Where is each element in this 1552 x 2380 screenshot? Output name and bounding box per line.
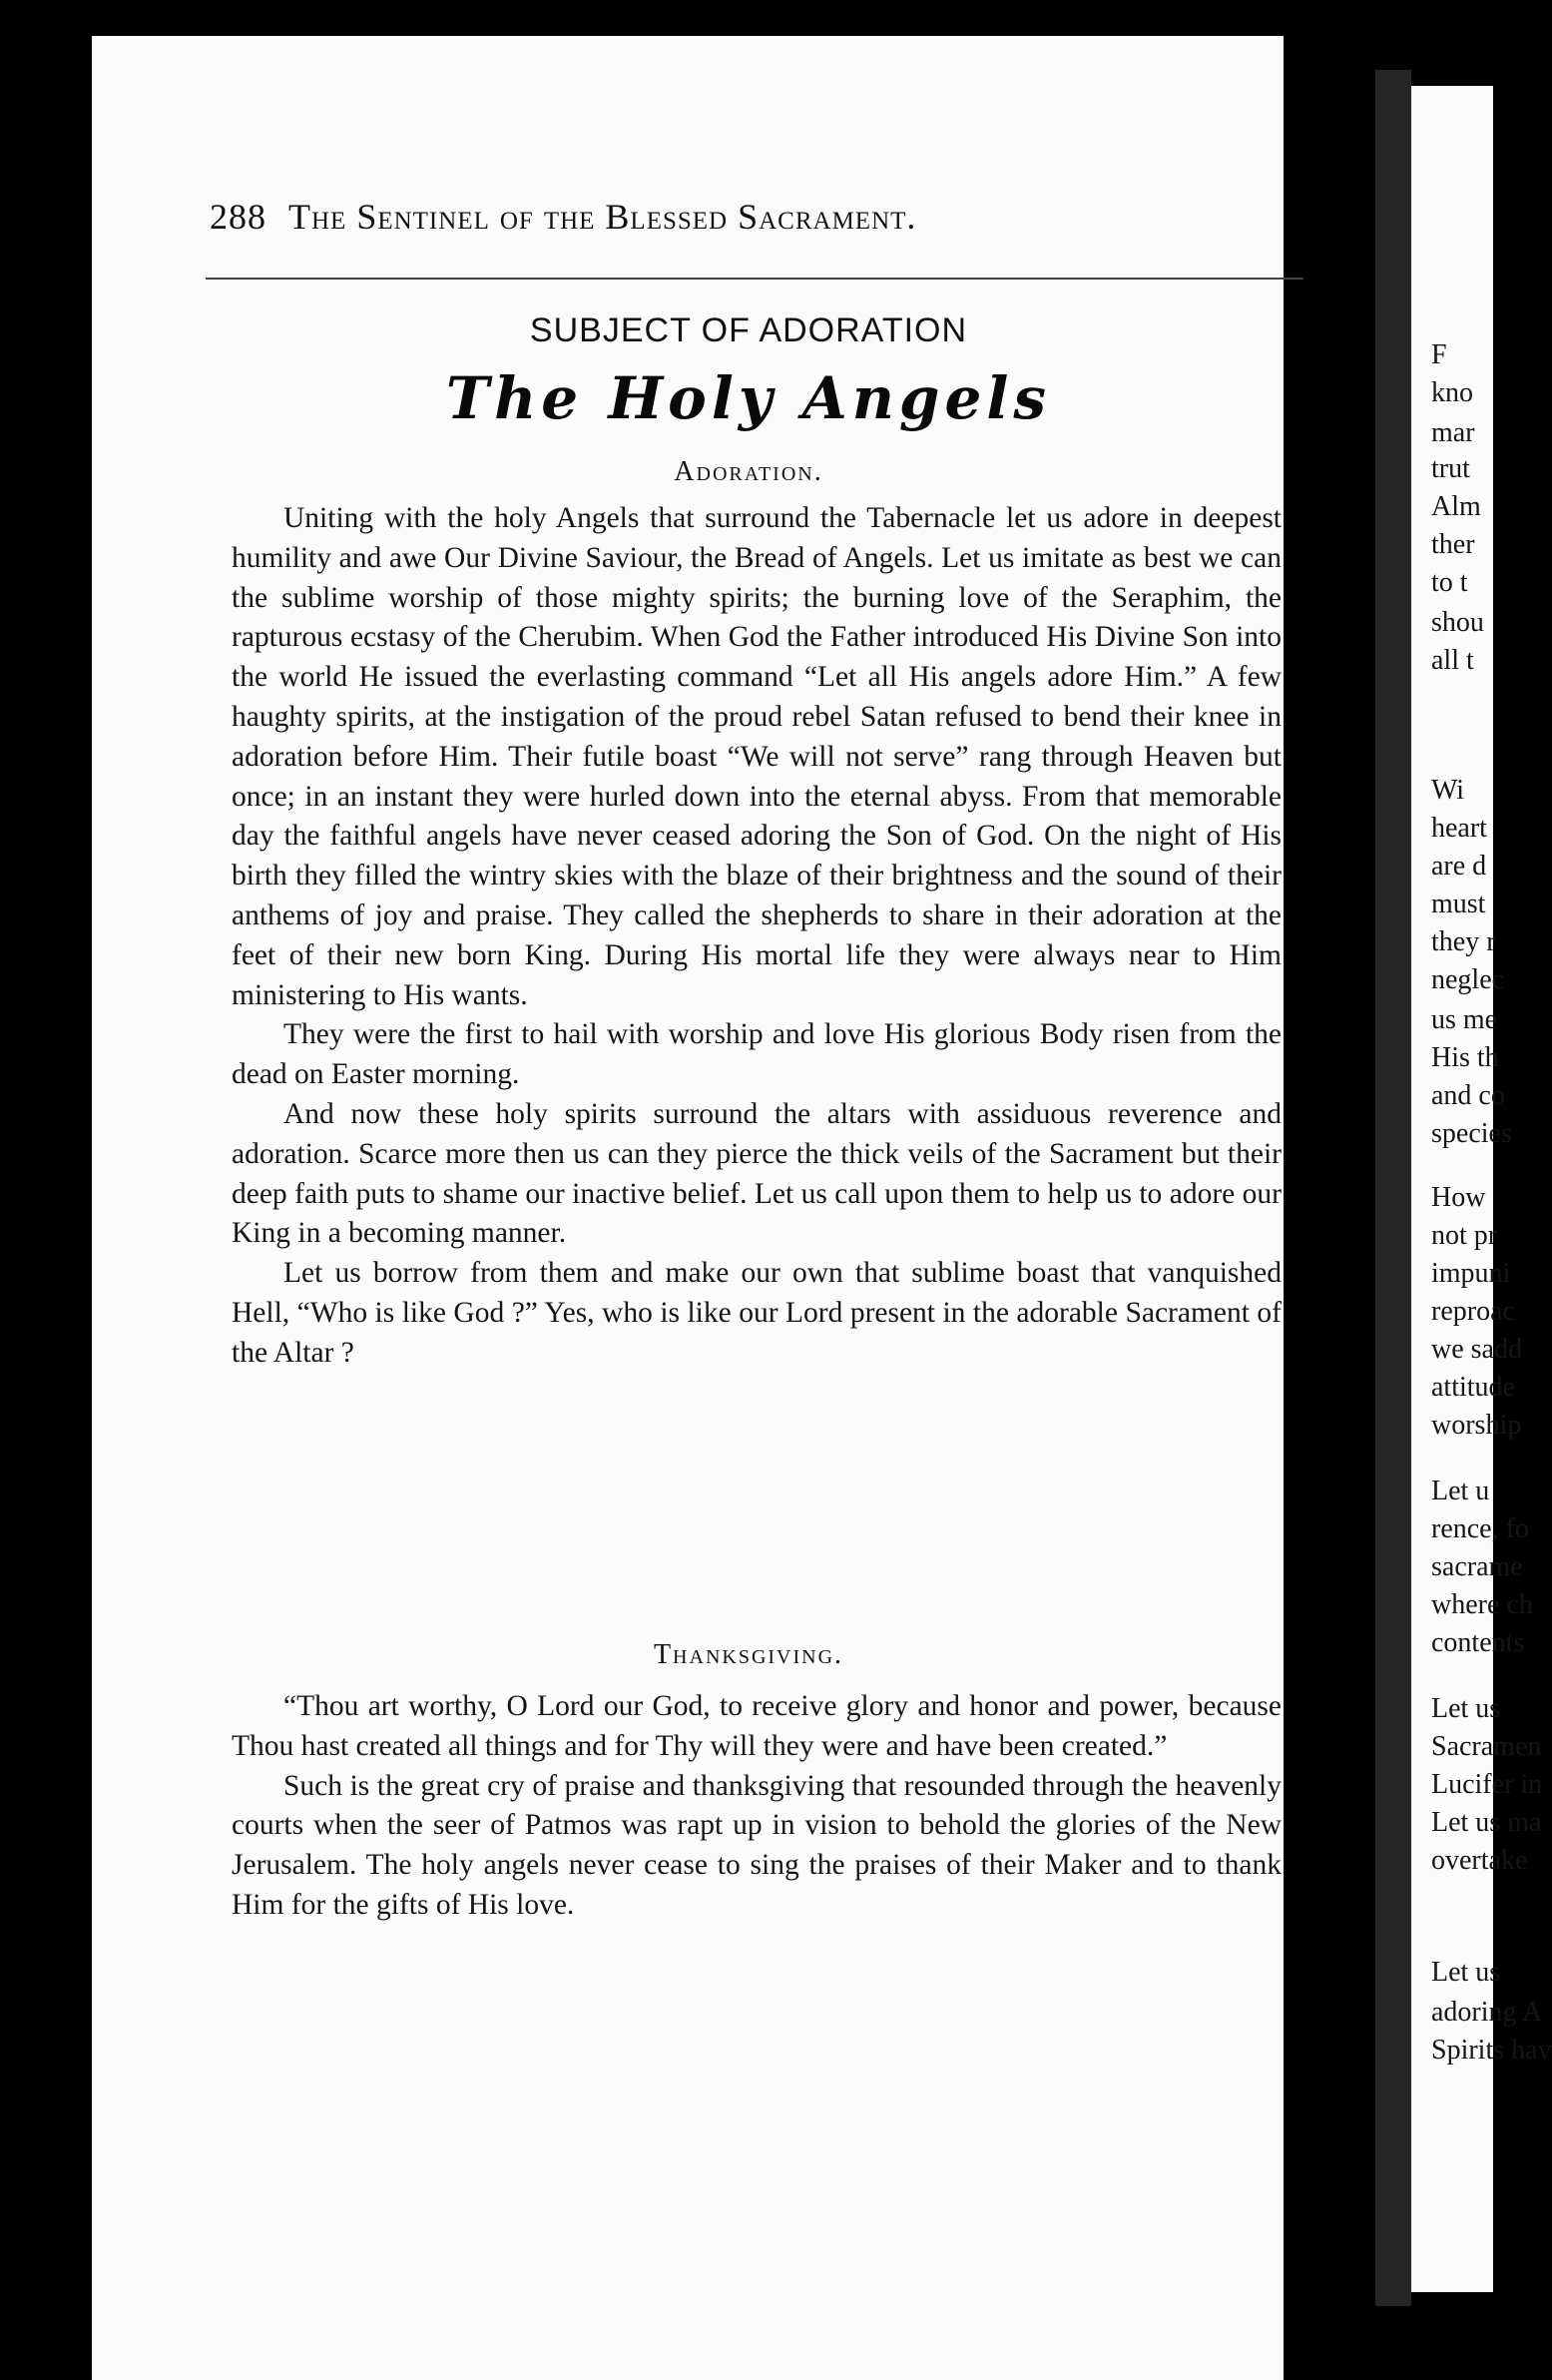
facing-page-line: heart: [1431, 813, 1487, 844]
section-heading-thanksgiving: Thanksgiving.: [653, 1639, 844, 1670]
paragraph: Such is the great cry of praise and thanksgiving that resounded through the heavenly courts when the seer of Patmos was rapt up in vision to behold the glories of the New Jerusalem. The holy angels never cease to sing the praises of their Maker and to thank Him for the gifts of His love.: [232, 1769, 1282, 1921]
facing-page-line: Spirits hav: [1431, 2035, 1552, 2066]
facing-page-line: Sacramen: [1431, 1731, 1542, 1762]
facing-page-line: all t: [1431, 645, 1474, 676]
facing-page-line: worship: [1431, 1410, 1522, 1441]
facing-page-line: reproac: [1431, 1296, 1515, 1327]
facing-page-line: Wi: [1431, 775, 1465, 806]
paragraph: And now these holy spirits surround the altars with assiduous reverence and adoration. Scarce more then us can they pierce the thick veils of the Sacrament but their deep faith puts to shame our inactive belief. Let us call upon them to help us to adore our King in a becoming manner.: [232, 1097, 1282, 1250]
facing-page-line: they r: [1431, 926, 1496, 957]
thanksgiving-body: [232, 1687, 1282, 1926]
section-heading-adoration: Adoration.: [674, 456, 823, 487]
page-number: 288: [210, 197, 266, 237]
facing-page-line: F: [1431, 339, 1447, 370]
header-rule: [206, 278, 1303, 280]
facing-page-line: us me: [1431, 1004, 1498, 1035]
facing-page-line: not pr: [1431, 1220, 1498, 1251]
facing-page-line: contents: [1431, 1627, 1525, 1658]
facing-page-line: Let u: [1431, 1476, 1490, 1506]
facing-page-line: Let us: [1431, 1957, 1501, 1988]
facing-page-line: Lucifer in: [1431, 1769, 1543, 1800]
facing-page-line: shou: [1431, 607, 1484, 638]
facing-page-line: sacrame: [1431, 1551, 1523, 1582]
facing-page-line: How: [1431, 1182, 1486, 1213]
subject-kicker: SUBJECT OF ADORATION: [529, 311, 968, 349]
paragraph: Uniting with the holy Angels that surround the Tabernacle let us adore in deepest humility and awe Our Divine Saviour, the Bread of Angels. Let us imitate as best we can the sublime worship of those mighty spirits; the burning love of the Seraphim, the rapturous ecstasy of the Cherubim. When God the Father introduced His Divine Son into the world He issued the everlasting command “Let all His angels adore Him.” A few haughty spirits, at the instigation of the proud rebel Satan refused to bend their knee in adoration before Him. Their futile boast “We will not serve” rang through Heaven but once; in an instant they were hurled down into the eternal abyss. From that memorable day the faithful angels have never ceased adoring the Son of God. On the night of His birth they filled the wintry skies with the blaze of their brightness and the sound of their anthems of joy and praise. They called the shepherds to share in their adoration at the feet of their new born King. During His mortal life they were always near to Him ministering to His wants.: [232, 502, 1282, 1011]
paragraph: They were the first to hail with worship and love His glorious Body risen from the dead on Easter morning.: [232, 1018, 1282, 1091]
facing-page-line: Let us: [1431, 1693, 1501, 1724]
article-title: The Holy Angels: [445, 364, 1052, 432]
facing-page-line: overtake: [1431, 1845, 1528, 1876]
facing-page-line: trut: [1431, 453, 1470, 484]
facing-page-line: and co: [1431, 1080, 1505, 1111]
paragraph: “Thou art worthy, O Lord our God, to receive glory and honor and power, because Thou hast created all things and for Thy will they were and have been created.”: [232, 1690, 1282, 1762]
facing-page-line: we sadd: [1431, 1334, 1522, 1365]
facing-page-line: ther: [1431, 529, 1475, 560]
facing-page-line: adoring A: [1431, 1997, 1543, 2028]
running-header: [210, 196, 1307, 238]
adoration-body: [232, 499, 1282, 1374]
facing-page-line: His th: [1431, 1042, 1499, 1073]
facing-page-line: attitude: [1431, 1372, 1515, 1403]
paragraph: Let us borrow from them and make our own that sublime boast that vanquished Hell, “Who is like God ?” Yes, who is like our Lord present in the adorable Sacrament of the Altar ?: [232, 1257, 1282, 1369]
running-title: The Sentinel of the Blessed Sacrament.: [288, 197, 917, 237]
facing-page-line: rence, fo: [1431, 1513, 1529, 1544]
facing-page-line: mar: [1431, 417, 1475, 448]
facing-page-line: where ch: [1431, 1589, 1533, 1620]
facing-page-line: neglec: [1431, 964, 1505, 995]
facing-page-line: species: [1431, 1118, 1512, 1149]
facing-page-line: are d: [1431, 851, 1487, 882]
facing-page-line: to t: [1431, 567, 1468, 598]
facing-page-line: Alm: [1431, 491, 1481, 522]
facing-page-line: must: [1431, 889, 1486, 919]
book-gutter: [1375, 70, 1411, 2306]
facing-page-line: impuni: [1431, 1258, 1511, 1289]
facing-page-line: kno: [1431, 377, 1473, 408]
facing-page-line: Let us ma: [1431, 1807, 1542, 1838]
